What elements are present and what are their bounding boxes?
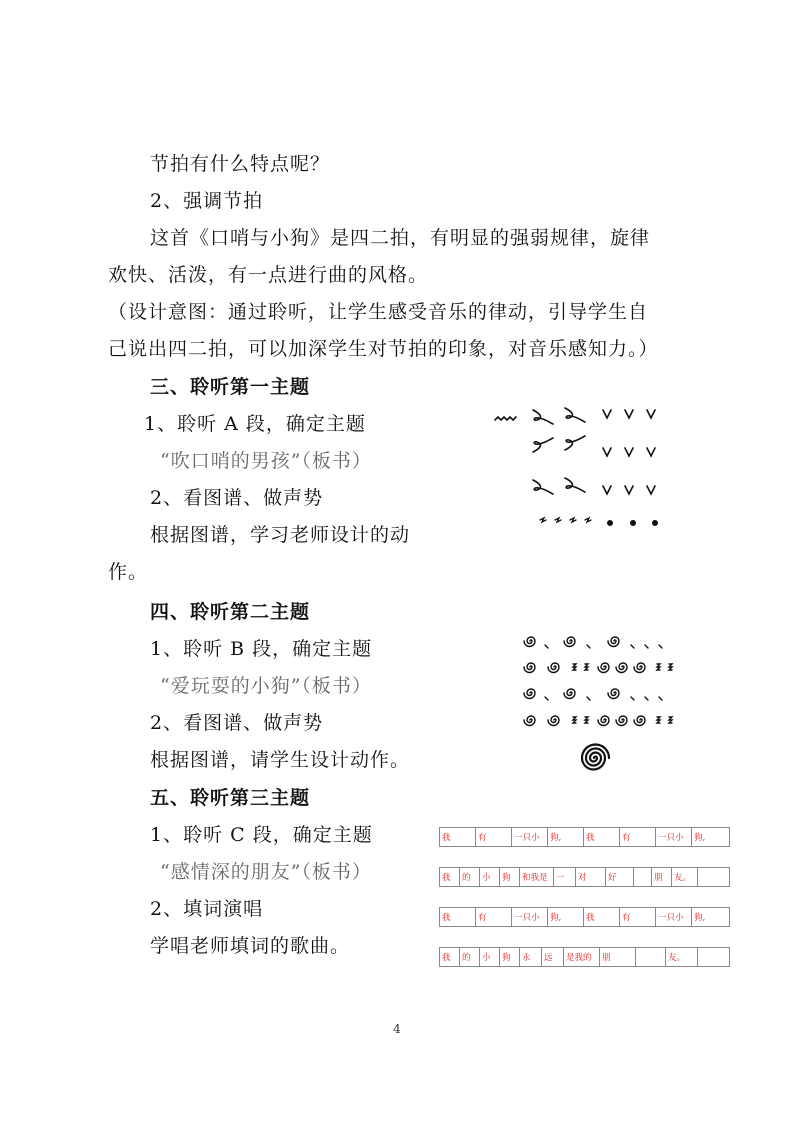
lyric-cell: 狗 <box>500 948 520 967</box>
lyric-cell: 小 <box>480 868 500 887</box>
lyric-cell: 一 <box>554 868 576 887</box>
curl-mark <box>533 480 553 494</box>
lyric-cell: 好 <box>606 868 634 887</box>
lyric-cell: 我 <box>440 868 460 887</box>
lyric-cell: 狗 <box>500 868 520 887</box>
lyric-cell: 一只小 <box>656 828 692 847</box>
lyric-cell: 有 <box>620 908 656 927</box>
spiral-mark <box>616 663 627 673</box>
lyric-cell: 朋 <box>652 868 672 887</box>
lyric-cell: 有 <box>476 908 512 927</box>
section-5-theme: “感情深的朋友”（板书） <box>160 861 372 883</box>
page-number: 4 <box>393 1022 401 1036</box>
squiggle-marks <box>540 518 591 522</box>
spiral-mark <box>524 716 535 726</box>
zigzag-mark <box>585 717 588 723</box>
lyric-cell: 友。 <box>666 948 698 967</box>
curl-mark <box>533 438 553 452</box>
tick-mark <box>587 697 590 700</box>
lyrics-table-3 <box>439 907 730 927</box>
lyric-cell: 我 <box>584 828 620 847</box>
spiral-mark <box>524 637 535 647</box>
lyrics-row <box>440 868 730 887</box>
text-line-4: 欢快、活泼，有一点进行曲的风格。 <box>108 264 429 286</box>
lyric-cell: 有 <box>476 828 512 847</box>
lyric-cell: 我 <box>440 908 476 927</box>
lyric-cell <box>634 868 652 887</box>
lyrics-table-2 <box>439 867 730 887</box>
big-spiral-mark <box>582 745 609 770</box>
curl-mark <box>565 436 585 450</box>
lyric-cell: 狗, <box>692 908 730 927</box>
spiral-mark <box>598 663 609 673</box>
section-4-heading: 四、聆听第二主题 <box>150 601 311 623</box>
tick-marks <box>631 645 662 648</box>
tick-mark <box>587 645 590 648</box>
text-line-1: 节拍有什么特点呢？ <box>150 153 331 175</box>
lyric-cell <box>636 948 666 967</box>
lyric-cell: 小 <box>480 948 500 967</box>
zigzag-mark <box>669 717 672 723</box>
dot-mark <box>652 520 658 526</box>
section-4-desc: 根据图谱，请学生设计动作。 <box>150 749 411 771</box>
section-3-desc-2: 作。 <box>108 561 149 583</box>
zigzag-mark <box>657 664 660 670</box>
zigzag-mark <box>573 717 576 723</box>
lyric-cell: 有 <box>620 828 656 847</box>
spiral-mark <box>524 663 535 673</box>
zigzag-mark <box>585 664 588 670</box>
spiral-mark <box>608 637 619 647</box>
lyric-cell: 狗, <box>692 828 730 847</box>
lyric-cell: 我 <box>440 948 460 967</box>
zigzag-mark <box>657 717 660 723</box>
lyric-cell: 朋 <box>600 948 636 967</box>
text-line-5: （设计意图：通过聆听，让学生感受音乐的律动，引导学生自 <box>108 301 649 323</box>
tick-mark <box>545 697 548 700</box>
section-3-heading: 三、聆听第一主题 <box>150 376 311 398</box>
spiral-mark <box>548 716 559 726</box>
v-marks <box>603 410 655 418</box>
text-line-3: 这首《口哨与小狗》是四二拍，有明显的强弱规律，旋律 <box>150 227 651 249</box>
lyric-cell: 一只小 <box>512 828 548 847</box>
lyric-cell: 是我的 <box>564 948 600 967</box>
lyrics-row <box>440 828 730 847</box>
v-marks <box>603 486 655 494</box>
spiral-mark <box>548 663 559 673</box>
lyric-cell: 狗, <box>548 828 584 847</box>
spiral-mark <box>634 716 645 726</box>
section-4-item-1: 1、聆听 B 段，确定主题 <box>150 638 373 660</box>
lyric-cell <box>698 948 730 967</box>
section-3-item-2: 2、看图谱、做声势 <box>150 487 324 509</box>
curl-mark <box>533 410 553 424</box>
v-marks <box>603 448 655 456</box>
spiral-mark <box>598 716 609 726</box>
lyric-cell: 我 <box>440 828 476 847</box>
lyric-cell: 的 <box>460 868 480 887</box>
text-line-2: 2、强调节拍 <box>150 190 264 212</box>
lyric-cell: 狗, <box>548 908 584 927</box>
lyric-cell: 的 <box>460 948 480 967</box>
spiral-mark <box>524 689 535 699</box>
puppy-graphic-score <box>515 625 685 775</box>
tick-mark <box>545 645 548 648</box>
whistle-graphic-score <box>485 398 675 538</box>
lyric-cell: 远 <box>542 948 564 967</box>
lyrics-table-4 <box>439 947 730 967</box>
section-4-theme: “爱玩耍的小狗”（板书） <box>160 675 372 697</box>
curl-mark <box>565 478 585 492</box>
zigzag-mark <box>669 664 672 670</box>
spiral-mark <box>616 716 627 726</box>
section-5-item-1: 1、聆听 C 段，确定主题 <box>150 824 373 846</box>
section-5-desc: 学唱老师填词的歌曲。 <box>150 935 351 957</box>
lyrics-row <box>440 908 730 927</box>
lyric-cell: 和我是 <box>520 868 554 887</box>
zigzag-mark <box>495 417 516 420</box>
lyric-cell: 一只小 <box>656 908 692 927</box>
section-4-item-2: 2、看图谱、做声势 <box>150 712 324 734</box>
curl-mark <box>565 408 585 422</box>
dot-mark <box>630 520 636 526</box>
spiral-mark <box>564 689 575 699</box>
lyric-cell: 一只小 <box>512 908 548 927</box>
section-3-item-1: 1、聆听 A 段，确定主题 <box>144 413 366 435</box>
spiral-mark <box>608 689 619 699</box>
tick-marks <box>631 697 662 700</box>
lyrics-row <box>440 948 730 967</box>
spiral-mark <box>564 637 575 647</box>
zigzag-mark <box>573 664 576 670</box>
lyric-cell: 对 <box>576 868 606 887</box>
lyric-cell: 我 <box>584 908 620 927</box>
section-3-desc-1: 根据图谱，学习老师设计的动 <box>150 524 411 546</box>
section-3-theme: “吹口哨的男孩”（板书） <box>160 450 372 472</box>
dot-mark <box>607 520 613 526</box>
lyric-cell: 永 <box>520 948 542 967</box>
section-5-heading: 五、聆听第三主题 <box>150 787 311 809</box>
spiral-mark <box>634 663 645 673</box>
lyrics-table-1 <box>439 827 730 847</box>
lyric-cell: 友。 <box>672 868 698 887</box>
section-5-item-2: 2、填词演唱 <box>150 898 264 920</box>
text-line-6: 己说出四二拍，可以加深学生对节拍的印象，对音乐感知力。） <box>108 338 659 360</box>
lyric-cell <box>698 868 730 887</box>
